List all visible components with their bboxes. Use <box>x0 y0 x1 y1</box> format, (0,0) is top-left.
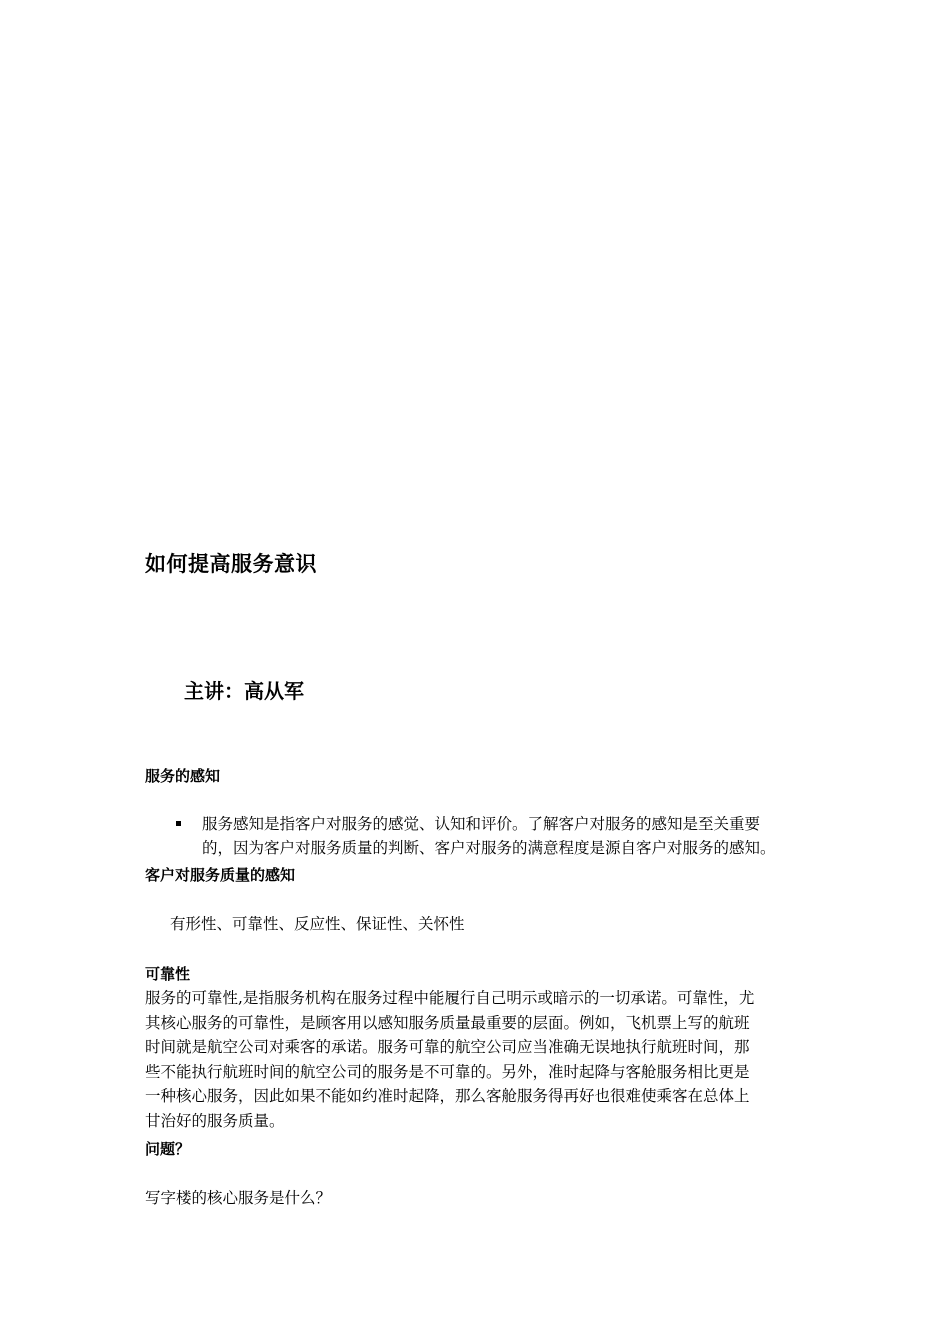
bullet-line: 服务感知是指客户对服务的感觉、认知和评价。了解客户对服务的感知是至关重要 <box>202 815 761 833</box>
paragraph-line: 其核心服务的可靠性，是顾客用以感知服务质量最重要的层面。例如，飞机票上写的航班 <box>145 1013 750 1032</box>
reliability-paragraph <box>145 986 810 1133</box>
section-heading-quality-perception: 客户对服务质量的感知 <box>145 866 296 884</box>
paragraph-line: 甘治好的服务质量。 <box>145 1111 285 1130</box>
square-bullet-icon <box>176 821 181 826</box>
paragraph-line: 些不能执行航班时间的航空公司的服务是不可靠的。另外，准时起降与客舱服务相比更是 <box>145 1062 750 1081</box>
section-heading-question: 问题？ <box>145 1140 191 1158</box>
section-heading-reliability: 可靠性 <box>145 965 191 983</box>
question-text: 写字楼的核心服务是什么？ <box>145 1189 332 1207</box>
bullet-text <box>202 812 816 860</box>
paragraph-line: 服务的可靠性,是指服务机构在服务过程中能履行自己明示或暗示的一切承诺。可靠性，尤 <box>145 989 755 1007</box>
quality-attributes-text: 有形性、可靠性、反应性、保证性、关怀性 <box>170 915 465 933</box>
document-title: 如何提高服务意识 <box>145 552 317 576</box>
section-heading-service-perception: 服务的感知 <box>145 767 221 785</box>
bullet-line: 的，因为客户对服务质量的判断、客户对服务的满意程度是源自客户对服务的感知。 <box>202 839 776 857</box>
paragraph-line: 一种核心服务，因此如果不能如约准时起降，那么客舱服务得再好也很难使乘客在总体上 <box>145 1087 750 1105</box>
bullet-item <box>176 812 816 860</box>
speaker-line: 主讲：高从军 <box>184 679 304 703</box>
paragraph-line: 时间就是航空公司对乘客的承诺。服务可靠的航空公司应当准确无误地执行航班时间，那 <box>145 1038 750 1056</box>
